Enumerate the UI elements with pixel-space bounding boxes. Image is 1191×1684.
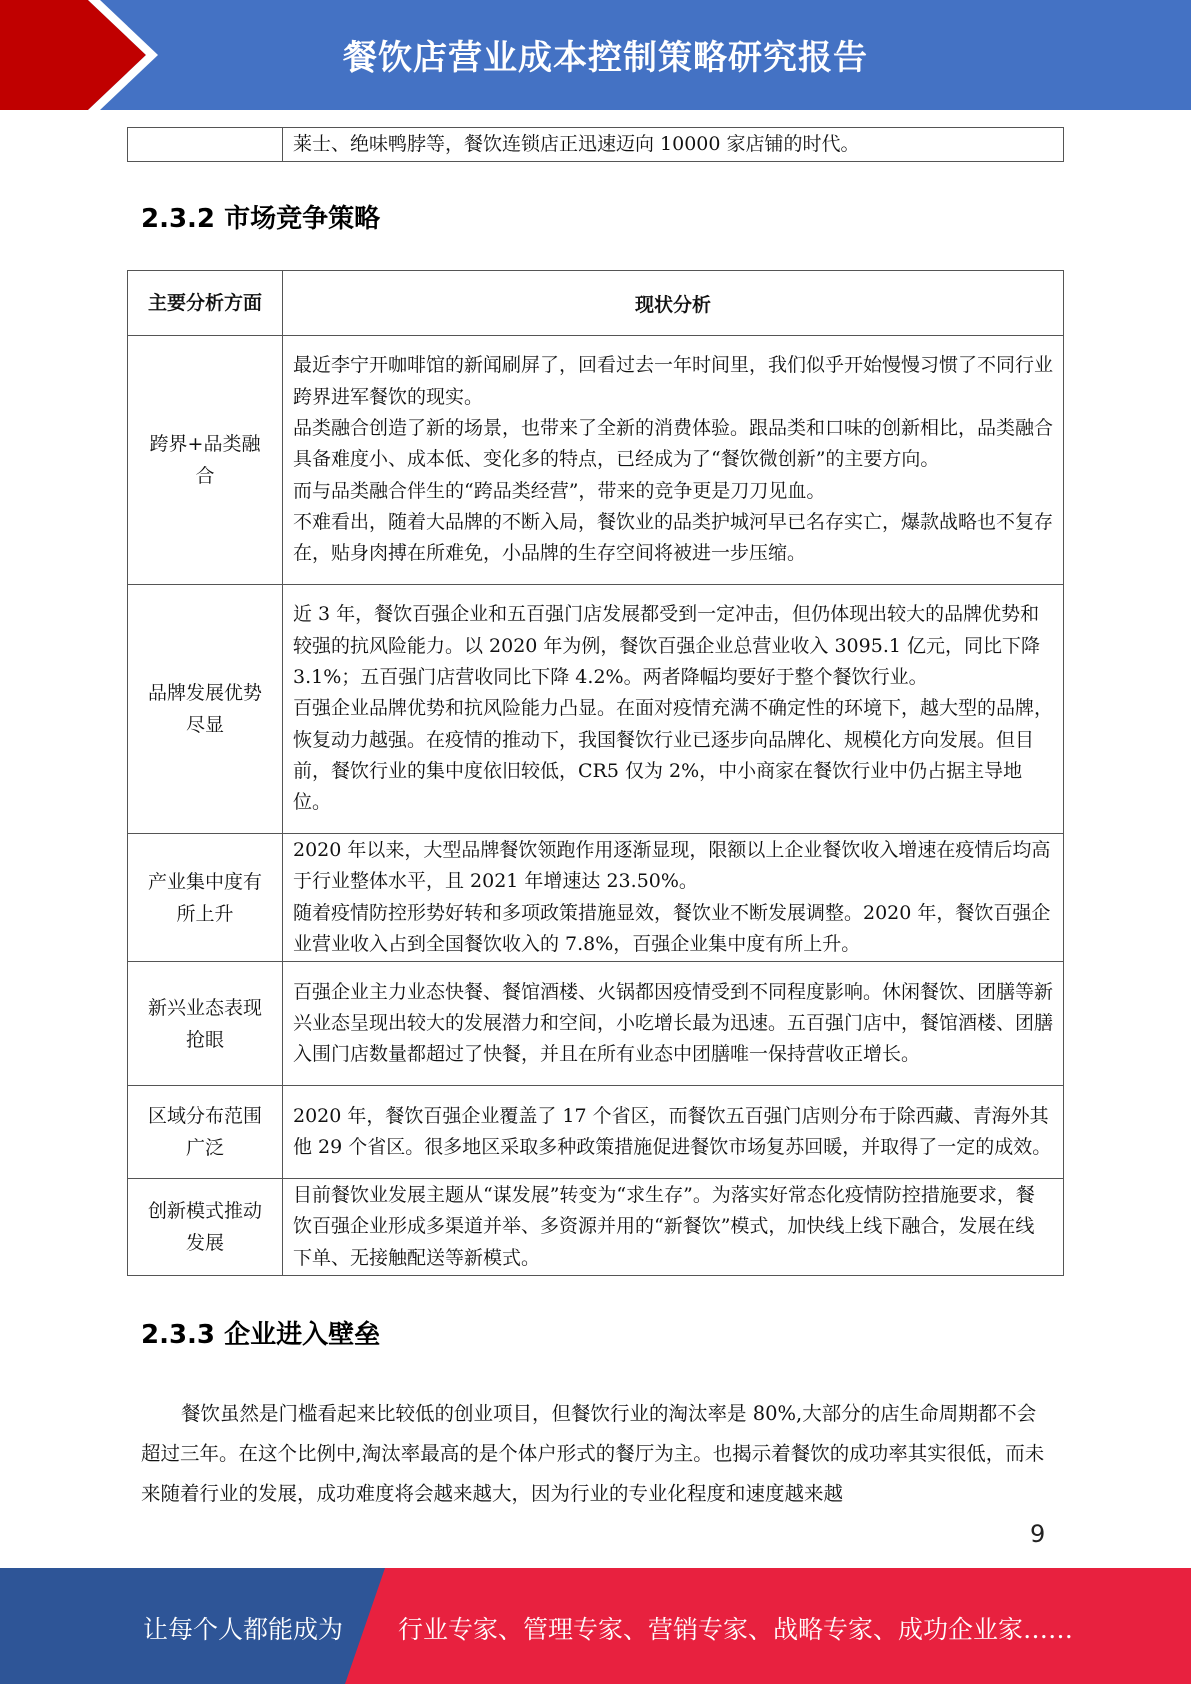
table-row [128,834,1064,962]
analysis-paragraph: 百强企业主力业态快餐、餐馆酒楼、火锅都因疫情受到不同程度影响。休闲餐饮、团膳等新兴业态呈现出较大的发展潜力和空间，小吃增长最为迅速。五百强门店中，餐馆酒楼、团膳入围门店数量都超过了快餐，并且在所有业态中团膳唯一保持营收正增长。 [293,980,1054,1066]
table-header-analysis: 现状分析 [283,271,1064,336]
analysis-paragraph: 2020 年，餐饮百强企业覆盖了 17 个省区，而餐饮五百强门店则分布于除西藏、青海外其他 29 个省区。很多地区采取多种政策措施促进餐饮市场复苏回暖，并取得了一定的成效。 [293,1104,1052,1159]
table-row [128,1179,1064,1276]
table-header-aspect: 主要分析方面 [128,271,283,336]
market-competition-table [127,270,1064,1276]
analysis-paragraph: 2020 年以来，大型品牌餐饮领跑作用逐渐显现，限额以上企业餐饮收入增速在疫情后均高于行业整体水平，且 2021 年增速达 23.50%。 [293,839,1051,893]
row-analysis [283,962,1064,1086]
footer-slogan-left: 让每个人都能成为 [143,1615,344,1644]
row-analysis [283,336,1064,585]
analysis-paragraph: 不难看出，随着大品牌的不断入局，餐饮业的品类护城河早已名存实亡，爆款战略也不复存在，贴身肉搏在所难免，小品牌的生存空间将被进一步压缩。 [293,510,1054,565]
section-heading-2-3-3: 2.3.3 企业进入壁垒 [141,1320,381,1350]
table-row [128,962,1064,1086]
table-row [128,1086,1064,1179]
analysis-paragraph: 而与品类融合伴生的“跨品类经营”，带来的竞争更是刀刀见血。 [293,479,826,502]
footer-slogan-right: 行业专家、管理专家、营销专家、战略专家、成功企业家…… [398,1615,1074,1644]
body-paragraph: 餐饮虽然是门槛看起来比较低的创业项目，但餐饮行业的淘汰率是 80%,大部分的店生命周期都不会超过三年。在这个比例中,淘汰率最高的是个体户形式的餐厅为主。也揭示着餐饮的成功率其实很低，而未来随着行业的发展，成功难度将会越来越大，因为行业的专业化程度和速度越来越 [141,1402,1045,1505]
continuation-text: 莱士、绝味鸭脖等，餐饮连锁店正迅速迈向 10000 家店铺的时代。 [283,128,1064,162]
analysis-paragraph: 目前餐饮业发展主题从“谋发展”转变为“求生存”。为落实好常态化疫情防控措施要求，餐饮百强企业形成多渠道并举、多资源并用的“新餐饮”模式，加快线上线下融合，发展在线下单、无接触配送等新模式。 [293,1184,1035,1269]
page-header [0,0,1191,110]
row-analysis [283,834,1064,962]
analysis-paragraph: 百强企业品牌优势和抗风险能力凸显。在面对疫情充满不确定性的环境下，越大型的品牌，恢复动力越强。在疫情的推动下，我国餐饮行业已逐步向品牌化、规模化方向发展。但目前，餐饮行业的集中度依旧较低，CR5 仅为 2%，中小商家在餐饮行业中仍占据主导地位。 [293,697,1054,814]
section-heading-2-3-2: 2.3.2 市场竞争策略 [141,204,381,234]
table-row [128,336,1064,585]
row-analysis [283,585,1064,834]
row-analysis [283,1179,1064,1276]
page-number: 9 [1030,1520,1046,1548]
row-analysis [283,1086,1064,1179]
page-footer [0,1568,1191,1684]
analysis-paragraph: 品类融合创造了新的场景，也带来了全新的消费体验。跟品类和口味的创新相比，品类融合具备难度小、成本低、变化多的特点，已经成为了“餐饮微创新”的主要方向。 [293,417,1054,471]
row-aspect: 产业集中度有所上升 [128,834,283,962]
continuation-empty-cell [128,128,283,162]
row-aspect: 创新模式推动发展 [128,1179,283,1276]
report-title: 餐饮店营业成本控制策略研究报告 [343,38,868,78]
analysis-paragraph: 近 3 年，餐饮百强企业和五百强门店发展都受到一定冲击，但仍体现出较大的品牌优势和较强的抗风险能力。以 2020 年为例，餐饮百强企业总营业收入 3095.1 亿元，同比下降 3.1%；五百强门店营收同比下降 4.2%。两者降幅均要好于整个餐饮行业。 [293,603,1040,689]
row-aspect: 区域分布范围广泛 [128,1086,283,1179]
continuation-table [127,127,1064,162]
row-aspect: 跨界+品类融合 [128,336,283,585]
row-aspect: 新兴业态表现抢眼 [128,962,283,1086]
analysis-paragraph: 最近李宁开咖啡馆的新闻刷屏了，回看过去一年时间里，我们似乎开始慢慢习惯了不同行业跨界进军餐饮的现实。 [293,354,1054,408]
table-row [128,585,1064,834]
analysis-paragraph: 随着疫情防控形势好转和多项政策措施显效，餐饮业不断发展调整。2020 年，餐饮百强企业营业收入占到全国餐饮收入的 7.8%，百强企业集中度有所上升。 [293,901,1051,955]
table-header-row [128,271,1064,336]
row-aspect: 品牌发展优势尽显 [128,585,283,834]
